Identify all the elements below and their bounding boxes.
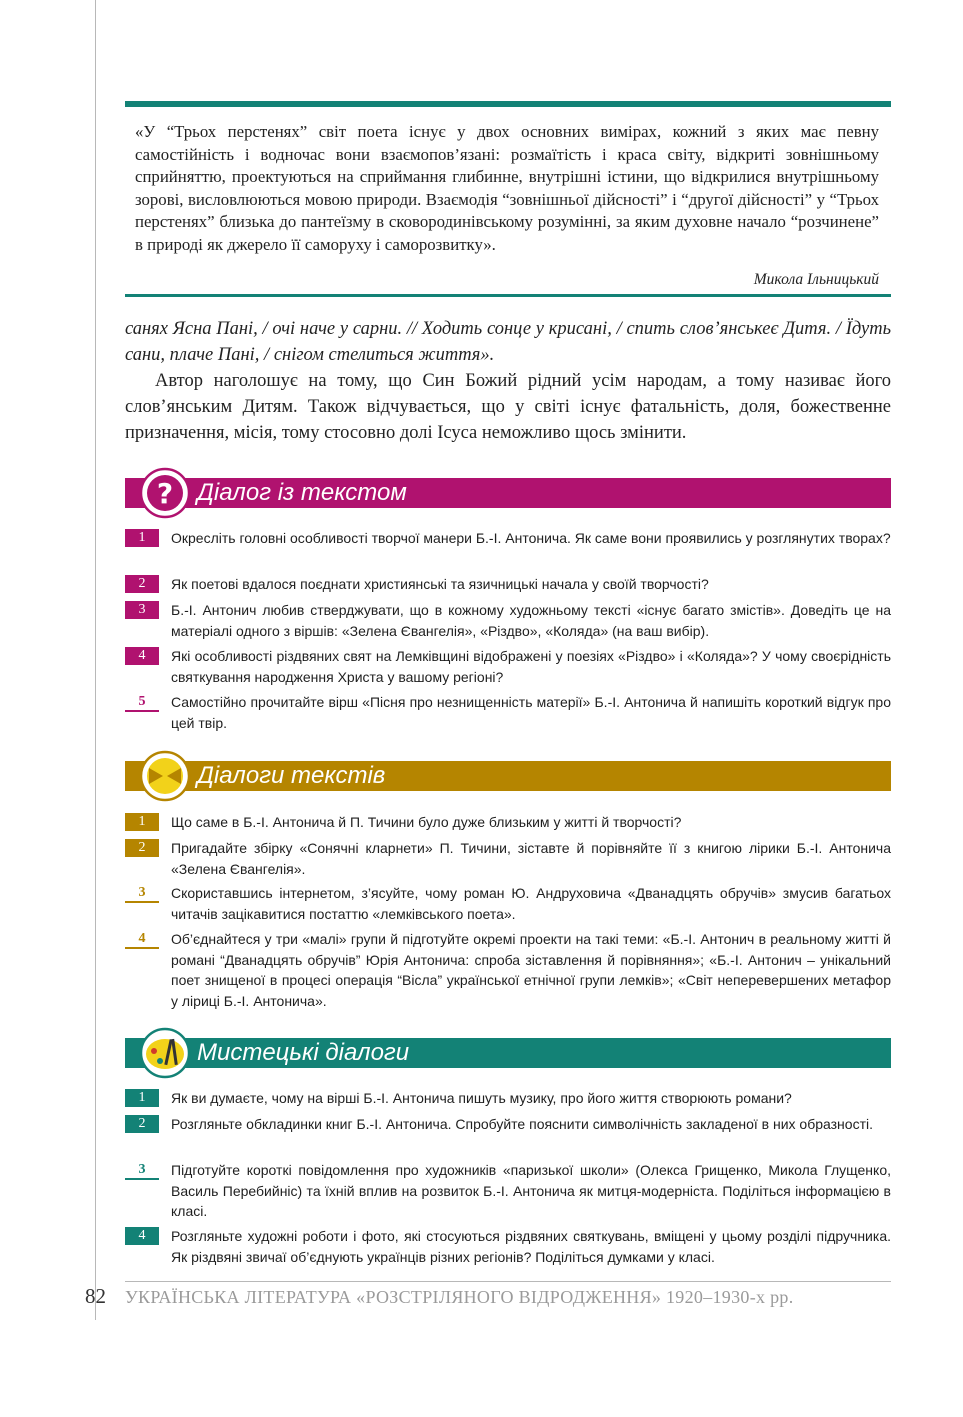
margin-rule [95,0,96,1320]
item-text: Які особливості різдвяних свят на Лемківщині відображені у поезіях «Різдво» і «Коляда»? У чому своєрідність святкування народження Христа у вашому регіоні? [171,648,891,685]
section-title: Мистецькі діалоги [197,1039,410,1066]
item-text: Як поетові вдалося поєднати християнські та язичницькі начала у своїй творчості? [171,576,709,592]
item-number: 4 [125,1227,159,1245]
item-number: 5 [125,693,159,712]
quote-block [125,101,891,297]
item-number: 1 [125,813,159,831]
item-text: Підготуйте короткі повідомлення про художників «паризької школи» (Олекса Грищенко, Микола Глущенко, Василь Перебийніс) та їхній вплив на розвиток Б.-І. Антонича як митця-модерніста. Поділіться інформацією в класі. [171,1162,891,1219]
body-paragraph: Автор наголошує на тому, що Син Божий рідний усім народам, а тому називає його слов’янським Дитям. Також відчувається, що у світі існує фатальність, доля, божественне призначення, місія, тому стосовно долі Ісуса неможливо щось змінити. [125,371,891,443]
item-number: 3 [125,1161,159,1180]
item-text: Як ви думаєте, чому на вірші Б.-І. Антонича пишуть музику, про його життя створюють романи? [171,1090,792,1106]
svg-text:?: ? [156,477,174,510]
item-text: Скориставшись інтернетом, з’ясуйте, чому роман Ю. Андруховича «Дванадцять обручів» змусив багатьох читачів зацікавитися постаттю «лемківського поета». [171,885,891,922]
item-number: 2 [125,575,159,593]
item-number: 1 [125,1089,159,1107]
footer-rule [125,1281,891,1282]
poem-excerpt: санях Ясна Пані, / очі наче у сарни. // Ходить сонце у крисані, / спить слов’янськеє Дитя. / Їдуть сани, плаче Пані, / снігом стелиться життя». [125,319,891,365]
item-number: 4 [125,930,159,949]
item-number: 3 [125,884,159,903]
item-number: 1 [125,529,159,547]
page-number: 82 [85,1284,106,1308]
item-number: 2 [125,1115,159,1133]
item-text: Об’єднайтеся у три «малі» групи й підготуйте окремі проекти на такі теми: «Б.-І. Антонич в реальному житті й романі “Дванадцять обручів” Юрія Антонича: спроба зіставлення й порівняння»; «Б.-І. Антонич – унікальний поет знищеної в процесі операція “Вісла” української етнічної групи лемків»; «Світ неперевершених метафор у ліриці Б.-І. Антонича». [171,931,891,1009]
item-text: Розгляньте обкладинки книг Б.-І. Антонича. Спробуйте пояснити символічність закладеної в них образності. [171,1116,873,1132]
section-banner-dialog-with-text [125,478,891,508]
section-banner-art-dialogs [125,1038,891,1068]
quote-text: «У “Трьох перстенях” світ поета існує у двох основних вимірах, кожний з яких має певну самостійність і водночас вони взаємопов’язані: розмаїтість і краса світу, відкриті зовнішньому сприйняттю, проектуються на сприймання глибинне, внутрішні істини, що відкрилися внутрішньому зорові, висловлюються мовою природи. Взаємодія “зовнішньої дійсності” і “другої дійсності” у “Трьох перстенях” близька до пантеїзму в сковородинівському розумінні, за яким духовне начало “розчинене” в природі як джерело її саморуху і саморозвитку». [135,122,879,254]
section-title: Діалог із текстом [197,479,407,506]
item-number: 2 [125,839,159,857]
item-number: 3 [125,601,159,619]
section-title: Діалоги текстів [197,762,386,789]
item-text: Що саме в Б.-І. Антонича й П. Тичини було дуже близьким у житті й творчості? [171,814,682,830]
item-text: Б.-І. Антонич любив стверджувати, що в кожному художньому тексті «існує багато змістів». Доведіть це на матеріалі одного з віршів: «Зелена Євангелія», «Різдво», «Коляда» (на ваш вибір). [171,602,891,639]
item-text: Розгляньте художні роботи і фото, які стосуються різдвяних святкувань, вміщені у цьому розділі підручника. Як різдвяні звичаї об’єднують українців різних регіонів? Поділіться думками у класі. [171,1228,891,1265]
item-text: Пригадайте збірку «Сонячні кларнети» П. Тичини, зіставте й порівняйте її з книгою лірики Б.-І. Антонича «Зелена Євангелія». [171,840,891,877]
running-head: УКРАЇНСЬКА ЛІТЕРАТУРА «РОЗСТРІЛЯНОГО ВІДРОДЖЕННЯ» 1920–1930-х рр. [125,1287,794,1307]
arrows-dialog-icon [139,750,191,802]
item-number: 4 [125,647,159,665]
item-text: Самостійно прочитайте вірш «Пісня про незнищенність матерії» Б.-І. Антонича й напишіть короткий відгук про цей твір. [171,694,891,731]
quote-author: Микола Ільницький [753,271,879,288]
item-text: Окресліть головні особливості творчої манери Б.-І. Антонича. Як саме вони проявились у розглянутих творах? [171,530,891,546]
question-mark-icon [139,467,191,519]
section-banner-dialogs-of-texts [125,761,891,791]
palette-icon [139,1027,191,1079]
